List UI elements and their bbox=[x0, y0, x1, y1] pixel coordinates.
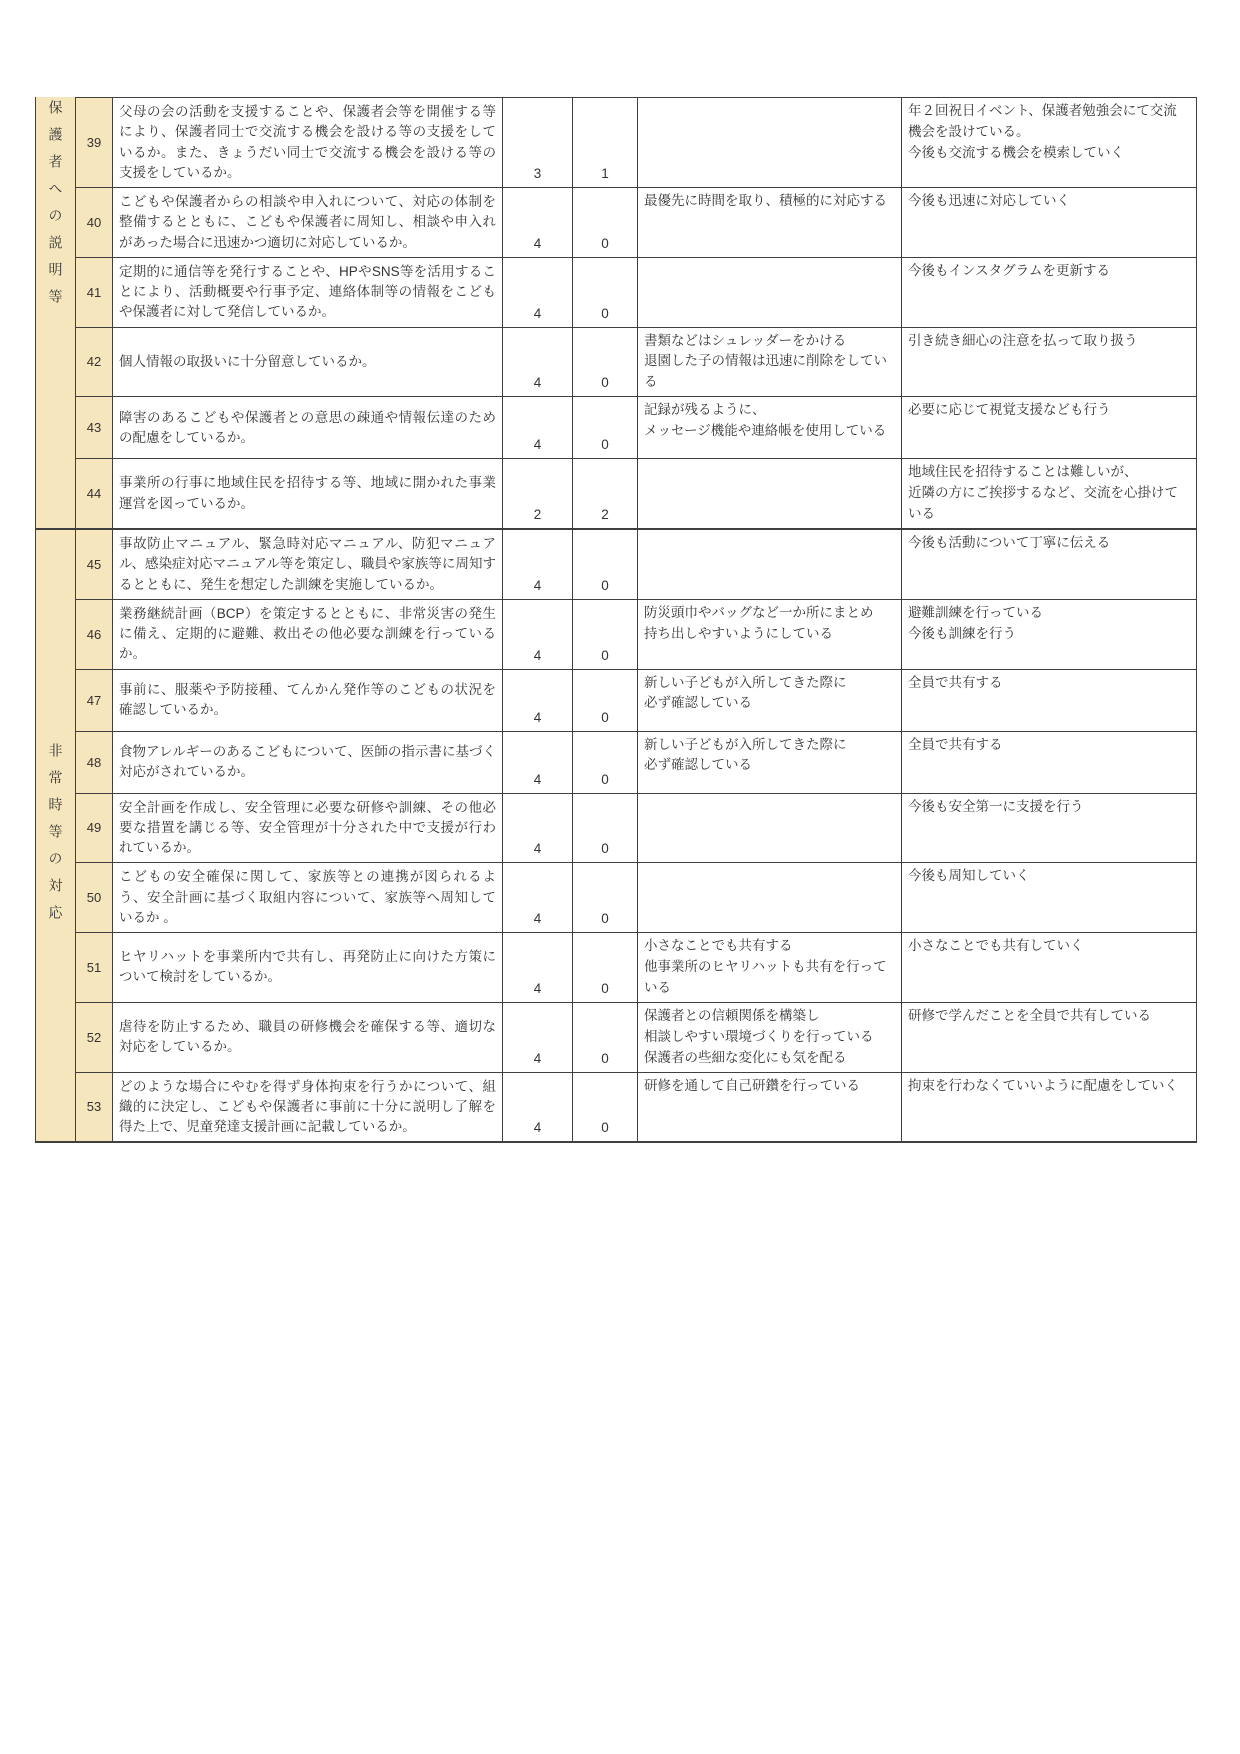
category-label bbox=[36, 97, 76, 528]
item-comment bbox=[638, 530, 902, 600]
item-number: 40 bbox=[76, 188, 113, 258]
item-comment bbox=[638, 258, 902, 328]
item-score-b: 0 bbox=[573, 1003, 638, 1073]
item-score-b: 0 bbox=[573, 397, 638, 459]
item-score-a: 2 bbox=[503, 459, 573, 528]
item-score-a: 3 bbox=[503, 97, 573, 188]
item-score-a: 4 bbox=[503, 530, 573, 600]
item-score-b: 0 bbox=[573, 863, 638, 933]
item-improvement: 拘束を行わなくていいように配慮をしていく bbox=[902, 1073, 1197, 1142]
table-row bbox=[76, 670, 1197, 732]
item-comment: 書類などはシュレッダーをかける 退園した子の情報は迅速に削除をしている bbox=[638, 328, 902, 398]
item-score-b: 0 bbox=[573, 1073, 638, 1142]
table-row bbox=[76, 863, 1197, 933]
item-score-a: 4 bbox=[503, 933, 573, 1003]
item-score-a: 4 bbox=[503, 863, 573, 933]
item-number: 52 bbox=[76, 1003, 113, 1073]
item-comment: 小さなことでも共有する 他事業所のヒヤリハットも共有を行っている bbox=[638, 933, 902, 1003]
table-row bbox=[76, 732, 1197, 794]
item-score-a: 4 bbox=[503, 1003, 573, 1073]
item-question-text: 事故防止マニュアル、緊急時対応マニュアル、防犯マニュアル、感染症対応マニュアル等を策定し、職員や家族等に周知するとともに、発生を想定した訓練を実施しているか。 bbox=[113, 530, 503, 600]
table-row bbox=[76, 933, 1197, 1003]
item-score-a: 4 bbox=[503, 1073, 573, 1142]
item-improvement: 小さなことでも共有していく bbox=[902, 933, 1197, 1003]
table-row bbox=[76, 97, 1197, 188]
item-score-b: 0 bbox=[573, 732, 638, 794]
table-row bbox=[76, 397, 1197, 459]
category-block bbox=[36, 97, 1197, 530]
item-score-b: 0 bbox=[573, 258, 638, 328]
table-row bbox=[76, 600, 1197, 670]
item-score-a: 4 bbox=[503, 732, 573, 794]
item-comment bbox=[638, 459, 902, 528]
item-comment: 保護者との信頼関係を構築し 相談しやすい環境づくりを行っている 保護者の些細な変化にも気を配る bbox=[638, 1003, 902, 1073]
item-improvement: 研修で学んだことを全員で共有している bbox=[902, 1003, 1197, 1073]
category-block bbox=[36, 530, 1197, 1143]
item-improvement: 避難訓練を行っている 今後も訓練を行う bbox=[902, 600, 1197, 670]
item-score-a: 4 bbox=[503, 397, 573, 459]
item-score-b: 0 bbox=[573, 328, 638, 398]
item-comment: 記録が残るように、 メッセージ機能や連絡帳を使用している bbox=[638, 397, 902, 459]
category-label bbox=[36, 530, 76, 1141]
item-question-text: どのような場合にやむを得ず身体拘束を行うかについて、組織的に決定し、こどもや保護者に事前に十分に説明し了解を得た上で、児童発達支援計画に記載しているか。 bbox=[113, 1073, 503, 1142]
item-score-b: 0 bbox=[573, 670, 638, 732]
table-row bbox=[76, 258, 1197, 328]
table-row bbox=[76, 530, 1197, 600]
item-score-b: 0 bbox=[573, 794, 638, 864]
item-score-b: 2 bbox=[573, 459, 638, 528]
item-score-a: 4 bbox=[503, 188, 573, 258]
item-comment: 研修を通して自己研鑽を行っている bbox=[638, 1073, 902, 1142]
item-number: 43 bbox=[76, 397, 113, 459]
item-number: 48 bbox=[76, 732, 113, 794]
item-score-a: 4 bbox=[503, 670, 573, 732]
category-label-text: 非常時等の対応 bbox=[47, 742, 64, 932]
table-row bbox=[76, 328, 1197, 398]
item-number: 49 bbox=[76, 794, 113, 864]
item-number: 44 bbox=[76, 459, 113, 528]
item-comment: 新しい子どもが入所してきた際に 必ず確認している bbox=[638, 670, 902, 732]
item-question-text: こどもの安全確保に関して、家族等との連携が図られるよう、安全計画に基づく取組内容について、家族等へ周知しているか 。 bbox=[113, 863, 503, 933]
item-question-text: 定期的に通信等を発行することや、HPやSNS等を活用することにより、活動概要や行事予定、連絡体制等の情報をこどもや保護者に対して発信しているか。 bbox=[113, 258, 503, 328]
item-question-text: 障害のあるこどもや保護者との意思の疎通や情報伝達のための配慮をしているか。 bbox=[113, 397, 503, 459]
item-score-b: 0 bbox=[573, 530, 638, 600]
item-question-text: 業務継続計画（BCP）を策定するとともに、非常災害の発生に備え、定期的に避難、救出その他必要な訓練を行っているか。 bbox=[113, 600, 503, 670]
item-improvement: 全員で共有する bbox=[902, 670, 1197, 732]
item-number: 47 bbox=[76, 670, 113, 732]
table-row bbox=[76, 459, 1197, 528]
item-score-b: 1 bbox=[573, 97, 638, 188]
item-score-b: 0 bbox=[573, 933, 638, 1003]
item-comment: 最優先に時間を取り、積極的に対応する bbox=[638, 188, 902, 258]
item-comment bbox=[638, 863, 902, 933]
item-comment bbox=[638, 97, 902, 188]
category-rows bbox=[76, 97, 1197, 528]
item-comment: 防災頭巾やバッグなど一か所にまとめ 持ち出しやすいようにしている bbox=[638, 600, 902, 670]
item-question-text: 父母の会の活動を支援することや、保護者会等を開催する等により、保護者同士で交流する機会を設ける等の支援をしているか。また、きょうだい同士で交流する機会を設ける等の支援をしているか。 bbox=[113, 97, 503, 188]
item-improvement: 今後も周知していく bbox=[902, 863, 1197, 933]
item-question-text: 食物アレルギーのあるこどもについて、医師の指示書に基づく対応がされているか。 bbox=[113, 732, 503, 794]
item-question-text: 安全計画を作成し、安全管理に必要な研修や訓練、その他必要な措置を講じる等、安全管理が十分された中で支援が行われているか。 bbox=[113, 794, 503, 864]
item-score-b: 0 bbox=[573, 188, 638, 258]
item-comment bbox=[638, 794, 902, 864]
item-improvement: 今後も安全第一に支援を行う bbox=[902, 794, 1197, 864]
evaluation-table bbox=[35, 97, 1197, 1143]
item-number: 53 bbox=[76, 1073, 113, 1142]
table-row bbox=[76, 188, 1197, 258]
item-improvement: 全員で共有する bbox=[902, 732, 1197, 794]
item-number: 45 bbox=[76, 530, 113, 600]
item-number: 51 bbox=[76, 933, 113, 1003]
table-row bbox=[76, 1003, 1197, 1073]
item-number: 41 bbox=[76, 258, 113, 328]
item-question-text: こどもや保護者からの相談や申入れについて、対応の体制を整備するとともに、こどもや保護者に周知し、相談や申入れがあった場合に迅速かつ適切に対応しているか。 bbox=[113, 188, 503, 258]
item-improvement: 今後も活動について丁寧に伝える bbox=[902, 530, 1197, 600]
item-improvement: 今後もインスタグラムを更新する bbox=[902, 258, 1197, 328]
item-number: 50 bbox=[76, 863, 113, 933]
item-improvement: 必要に応じて視覚支援なども行う bbox=[902, 397, 1197, 459]
item-question-text: 事業所の行事に地域住民を招待する等、地域に開かれた事業運営を図っているか。 bbox=[113, 459, 503, 528]
item-improvement: 引き続き細心の注意を払って取り扱う bbox=[902, 328, 1197, 398]
item-score-a: 4 bbox=[503, 328, 573, 398]
item-score-a: 4 bbox=[503, 600, 573, 670]
item-question-text: ヒヤリハットを事業所内で共有し、再発防止に向けた方策について検討をしているか。 bbox=[113, 933, 503, 1003]
item-improvement: 年２回祝日イベント、保護者勉強会にて交流機会を設けている。 今後も交流する機会を模索していく bbox=[902, 97, 1197, 188]
item-question-text: 虐待を防止するため、職員の研修機会を確保する等、適切な対応をしているか。 bbox=[113, 1003, 503, 1073]
item-improvement: 地域住民を招待することは難しいが、 近隣の方にご挨拶するなど、交流を心掛けている bbox=[902, 459, 1197, 528]
item-score-a: 4 bbox=[503, 258, 573, 328]
item-score-b: 0 bbox=[573, 600, 638, 670]
table-row bbox=[76, 794, 1197, 864]
item-score-a: 4 bbox=[503, 794, 573, 864]
category-label-text: 保護者への説明等 bbox=[47, 100, 64, 316]
table-row bbox=[76, 1073, 1197, 1142]
item-number: 39 bbox=[76, 97, 113, 188]
item-number: 46 bbox=[76, 600, 113, 670]
item-comment: 新しい子どもが入所してきた際に 必ず確認している bbox=[638, 732, 902, 794]
category-rows bbox=[76, 530, 1197, 1141]
item-improvement: 今後も迅速に対応していく bbox=[902, 188, 1197, 258]
item-question-text: 個人情報の取扱いに十分留意しているか。 bbox=[113, 328, 503, 398]
item-question-text: 事前に、服薬や予防接種、てんかん発作等のこどもの状況を確認しているか。 bbox=[113, 670, 503, 732]
item-number: 42 bbox=[76, 328, 113, 398]
